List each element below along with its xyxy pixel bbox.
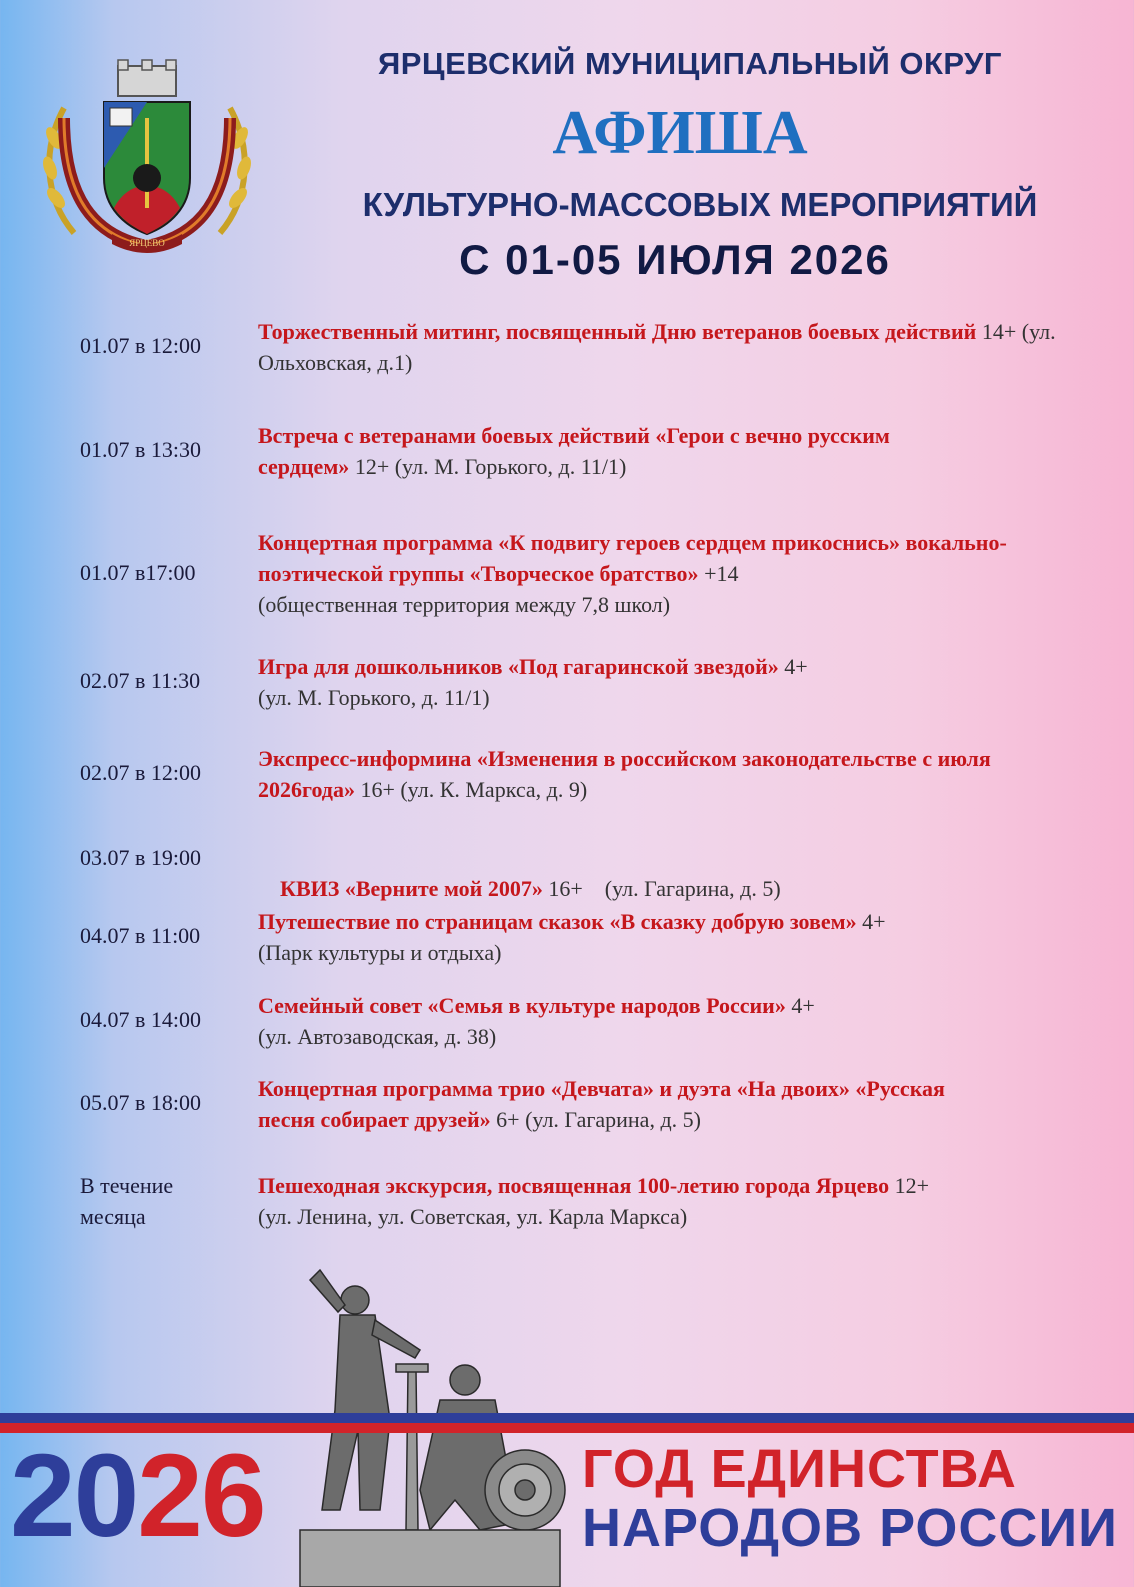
event-age: 6+ <box>490 1107 520 1132</box>
page-subtitle: КУЛЬТУРНО-МАССОВЫХ МЕРОПРИЯТИЙ <box>362 186 1038 223</box>
event-description <box>258 527 1048 620</box>
event-title: КВИЗ «Верните мой 2007» <box>280 876 543 901</box>
page-title: АФИША <box>552 99 808 167</box>
event-place: (ул. К. Маркса, д. 9) <box>394 777 588 802</box>
event-date: 04.07 в 11:00 <box>80 923 201 948</box>
flag-stripe-blue <box>0 1413 1134 1423</box>
event-description <box>258 651 1098 713</box>
year-part-2: 26 <box>137 1430 265 1562</box>
event-description <box>258 316 1098 378</box>
event-description <box>258 1073 998 1135</box>
event-title: Концертная программа «К подвигу героев сердцем прикоснись» вокально-поэтической группы «Творческое братство» <box>258 530 1007 586</box>
event-title: Пешеходная экскурсия, посвященная 100-летию города Ярцево <box>258 1173 890 1198</box>
event-date: 02.07 в 12:00 <box>80 760 201 785</box>
coat-of-arms-emblem <box>34 58 260 254</box>
event-age: 4+ <box>785 993 815 1018</box>
event-title: Встреча с ветеранами боевых действий «Герои с вечно русским сердцем» <box>258 423 890 479</box>
event-age: 12+ <box>889 1173 929 1198</box>
event-description <box>258 990 1098 1052</box>
event-age: 16+ <box>354 777 395 802</box>
event-description <box>258 743 1088 805</box>
event-place: (ул. Ленина, ул. Советская, ул. Карла Маркса) <box>258 1204 688 1229</box>
event-description <box>258 1170 1098 1232</box>
event-date: 04.07 в 14:00 <box>80 1007 201 1032</box>
event-age: 4+ <box>778 654 808 679</box>
event-title: Семейный совет «Семья в культуре народов России» <box>258 993 786 1018</box>
event-date: 01.07 в17:00 <box>80 560 196 585</box>
event-description <box>258 906 1098 968</box>
event-date: 01.07 в 13:30 <box>80 437 201 462</box>
event-age: 14+ <box>976 319 1017 344</box>
event-place: (ул. М. Горького, д. 11/1) <box>258 685 490 710</box>
event-age: 16+ <box>542 876 583 901</box>
event-place: (ул. Автозаводская, д. 38) <box>258 1024 497 1049</box>
event-place: (ул. М. Горького, д. 11/1) <box>389 454 627 479</box>
year-part-1: 20 <box>10 1430 138 1562</box>
event-date: 02.07 в 11:30 <box>80 668 201 693</box>
event-date: 01.07 в 12:00 <box>80 333 201 358</box>
event-age: +14 <box>698 561 739 586</box>
event-title: Путешествие по страницам сказок «В сказку добрую зовем» <box>258 909 857 934</box>
event-date: 05.07 в 18:00 <box>80 1090 201 1115</box>
event-place: (Парк культуры и отдыха) <box>258 940 502 965</box>
event-place: (ул. Гагарина, д. 5) <box>519 1107 701 1132</box>
district-name: ЯРЦЕВСКИЙ МУНИЦИПАЛЬНЫЙ ОКРУГ <box>377 46 1003 81</box>
year-2026-logo <box>10 1428 265 1564</box>
event-title: Игра для дошкольников «Под гагаринской звездой» <box>258 654 779 679</box>
event-title: Торжественный митинг, посвященный Дню ветеранов боевых действий <box>258 319 977 344</box>
slogan-line-1: ГОД ЕДИНСТВА <box>582 1439 1017 1499</box>
event-date: 03.07 в 19:00 <box>80 845 201 870</box>
slogan-line-2: НАРОДОВ РОССИИ <box>582 1498 1118 1558</box>
event-age: 4+ <box>856 909 886 934</box>
event-place: (ул. Гагарина, д. 5) <box>582 876 781 901</box>
date-range: С 01-05 ИЮЛЯ 2026 <box>459 236 891 283</box>
event-title: Концертная программа трио «Девчата» и дуэта «На двоих» «Русская песня собирает друзей» <box>258 1076 945 1132</box>
event-description <box>258 420 978 482</box>
event-date: В течение месяца <box>80 1173 174 1229</box>
event-place: (общественная территория между 7,8 школ) <box>258 592 671 617</box>
event-title: Экспресс-информина «Изменения в российском законодательстве с июля 2026года» <box>258 746 991 802</box>
event-place: (ул. Ольховская, д.1) <box>258 319 1056 375</box>
emblem-label: ЯРЦЕВО <box>129 238 165 248</box>
event-age: 12+ <box>349 454 390 479</box>
